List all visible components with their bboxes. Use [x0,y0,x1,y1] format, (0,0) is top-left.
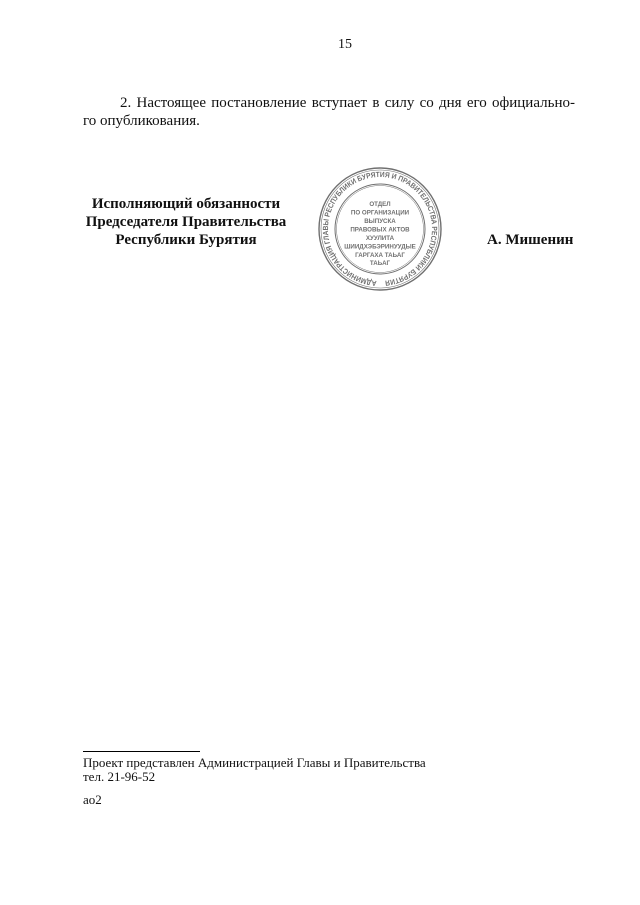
paragraph-line: 2. Настоящее постановление вступает в силу со дня его официально- [120,95,575,111]
footnote-phone: тел. 21-96-52 [83,769,156,784]
signatory-position-line: Исполняющий обязанности [91,196,281,212]
seal-center-text-line: ТАЬАГ [369,260,391,267]
document-code: ао2 [83,792,102,807]
signatory-position [66,195,306,249]
seal-center-text-line: ПРАВОВЫХ АКТОВ [350,226,410,234]
seal-ring-text-path: АДМИНИСТРАЦИЯ ГЛАВЫ РЕСПУБЛИКИ БУРЯТИЯ И ПРАВИТЕЛЬСТВА РЕСПУБЛИКИ БУРЯТИЯ [320,169,440,288]
official-seal [317,166,443,292]
seal-center-text-line: ПО ОРГАНИЗАЦИИ [350,209,410,217]
signatory-position-line: Председателя Правительства [85,214,287,230]
page-number: 15 [338,37,352,52]
seal-center-text-line: ВЫПУСКА [364,218,396,225]
footnote-separator [83,751,200,752]
footnote-note: Проект представлен Администрацией Главы и Правительства [83,755,426,770]
signatory-name: А. Мишенин [487,232,574,248]
seal-center-text-line: ШИИДХЭБЭРИНУУДЫЕ [344,243,416,251]
seal-center-text-line: ГАРГАХА ТАЬАГ [355,252,405,259]
signatory-position-line: Республики Бурятия [115,232,257,248]
seal-center-text-line: ХУУЛИТА [365,235,395,242]
seal-center-text-line: ОТДЕЛ [369,201,391,208]
paragraph-line: го опубликования. [83,113,200,129]
